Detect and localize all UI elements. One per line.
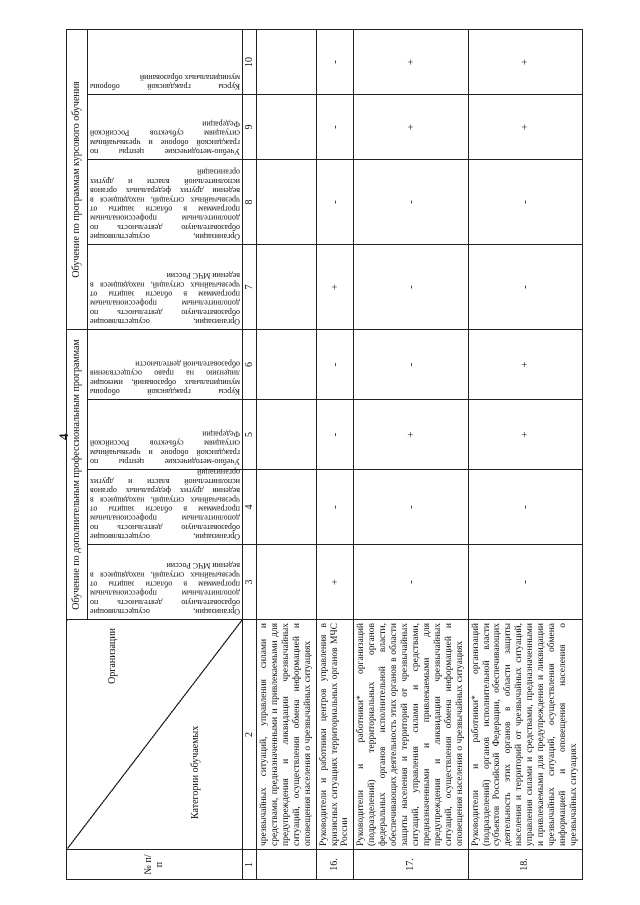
row-mark	[257, 400, 317, 470]
diagonal-header	[67, 620, 243, 850]
categories-label: Категории обучаемых	[190, 725, 201, 819]
index-row	[242, 29, 257, 879]
row-mark: -	[316, 470, 354, 545]
row-mark: -	[316, 159, 354, 244]
column-header: Курсы гражданской обороны муниципальных образований, имеющие лицензию на право осуществления образовательной деятельности	[87, 329, 242, 399]
index-cell: 9	[242, 94, 257, 159]
row-mark: +	[468, 329, 582, 399]
index-cell: 5	[242, 400, 257, 470]
column-header: Организации, осуществляющие образовательную деятельность по дополнительным профессиональным программам в области защиты от чрезвычайных ситуаций, находящиеся в ведении других федеральных органов исполнительной власти и других организаций	[87, 159, 242, 244]
row-mark: -	[354, 159, 468, 244]
index-cell: 7	[242, 244, 257, 329]
row-category: Руководители и работники* организаций (подразделений) органов исполнительной власти субъектов Российской Федерации, обеспечивающих деятельность этих органов в области защиты населения и территорий от чрезвычайных ситуаций, управления силами и средствами, предназначенными и привлекаемыми для предупреждения и ликвидации чрезвычайных ситуаций, осуществления обмена информацией и оповещения населения о чрезвычайных ситуациях	[468, 620, 582, 850]
row-mark: +	[468, 400, 582, 470]
row-mark	[257, 329, 317, 399]
row-mark: -	[468, 244, 582, 329]
row-mark: -	[316, 329, 354, 399]
row-mark: -	[354, 470, 468, 545]
column-header: Организации, осуществляющие образовательную деятельность по дополнительным профессиональным программам в области защиты от чрезвычайных ситуаций, находящиеся в ведении МЧС России	[87, 244, 242, 329]
table-row	[257, 29, 317, 879]
group-courses-header: Обучение по программам курсового обучения	[67, 29, 88, 329]
row-number	[257, 850, 317, 880]
row-number: 18.	[468, 850, 582, 880]
page-number: 4	[56, 433, 71, 440]
header-row-groups	[67, 29, 88, 879]
row-mark: +	[354, 94, 468, 159]
row-mark: -	[354, 545, 468, 620]
organizations-label: Организации	[107, 628, 118, 684]
row-number: 17.	[354, 850, 468, 880]
row-category: Руководители и работники центров управления в кризисных ситуациях территориальных органов МЧС России	[316, 620, 354, 850]
group-additional-header: Обучение по дополнительным профессиональным программам	[67, 329, 88, 619]
index-cell: 10	[242, 29, 257, 94]
num-header: № п/п	[67, 850, 243, 880]
row-mark: +	[468, 94, 582, 159]
row-category: Руководители и работники* организаций (подразделений) территориальных органов федеральных органов исполнительной власти, обеспечивающих деятельность этих органов в области защиты населения и территорий от чрезвычайных ситуаций, управления силами и средствами, предназначенными и привлекаемыми для предупреждения и ликвидации чрезвычайных ситуаций, осуществления обмена информацией и оповещения населения о чрезвычайных ситуациях	[354, 620, 468, 850]
index-cell: 8	[242, 159, 257, 244]
row-mark: +	[316, 244, 354, 329]
row-mark	[257, 244, 317, 329]
row-mark: +	[354, 29, 468, 94]
table-row	[468, 29, 582, 879]
row-number: 16.	[316, 850, 354, 880]
table-row	[316, 29, 354, 879]
row-mark: -	[316, 400, 354, 470]
row-mark	[257, 29, 317, 94]
row-mark: -	[354, 244, 468, 329]
column-header: Учебно-методические центры по гражданской обороне и чрезвычайным ситуациям субъектов Российской Федерации	[87, 94, 242, 159]
row-mark	[257, 470, 317, 545]
column-header: Организации, осуществляющие образовательную деятельность по дополнительным профессиональным программам в области защиты от чрезвычайных ситуаций, находящиеся в ведении других федеральных органов исполнительной власти и других организаций	[87, 470, 242, 545]
row-mark: +	[468, 29, 582, 94]
column-header: Учебно-методические центры по гражданской обороне и чрезвычайным ситуациям субъектов Российской Федерации	[87, 400, 242, 470]
row-mark: -	[316, 29, 354, 94]
index-cell: 1	[242, 850, 257, 880]
row-mark: -	[316, 94, 354, 159]
column-header: Организации, осуществляющие образовательную деятельность по дополнительным профессиональным программам в области защиты от чрезвычайных ситуаций, находящиеся в ведении МЧС России	[87, 545, 242, 620]
row-mark	[257, 159, 317, 244]
index-cell: 2	[242, 620, 257, 850]
document-sheet	[66, 30, 586, 880]
column-header: Курсы гражданской обороны муниципальных образований	[87, 29, 242, 94]
row-mark: -	[468, 159, 582, 244]
index-cell: 4	[242, 470, 257, 545]
row-mark: -	[354, 329, 468, 399]
row-mark	[257, 545, 317, 620]
row-mark: -	[468, 470, 582, 545]
training-table	[66, 29, 583, 880]
row-mark	[257, 94, 317, 159]
table-row	[354, 29, 468, 879]
row-mark: -	[468, 545, 582, 620]
index-cell: 6	[242, 329, 257, 399]
row-mark: +	[354, 400, 468, 470]
index-cell: 3	[242, 545, 257, 620]
row-category: чрезвычайных ситуаций, управления силами и средствами, предназначенными и привлекаемыми для предупреждения и ликвидации чрезвычайных ситуаций, осуществления обмена информацией и оповещения населения о чрезвычайных ситуациях	[257, 620, 317, 850]
row-mark: +	[316, 545, 354, 620]
